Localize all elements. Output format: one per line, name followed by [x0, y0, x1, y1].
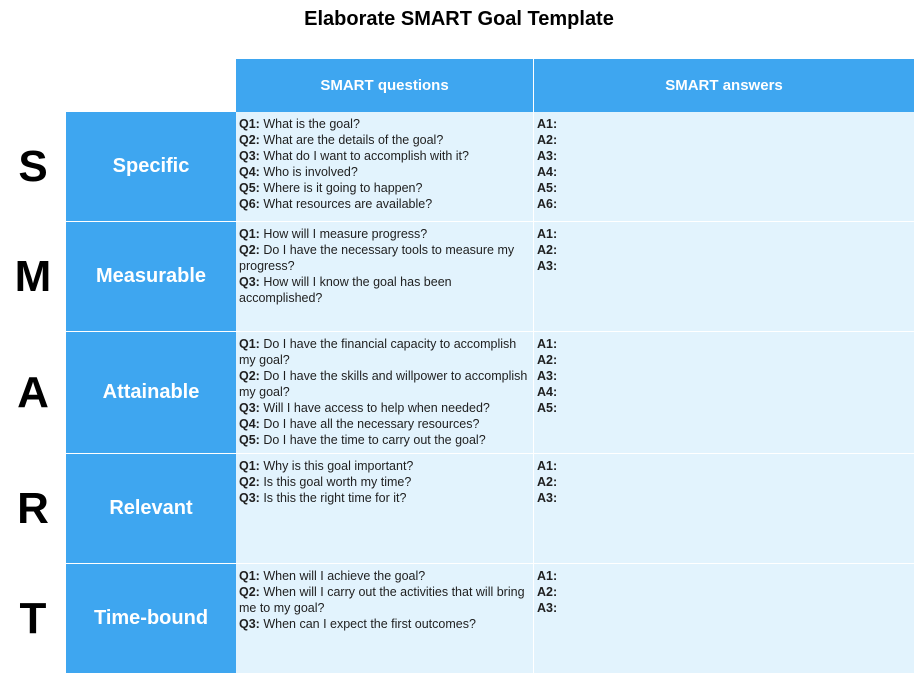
answers-cell[interactable]: [534, 112, 914, 222]
answer-line: [537, 164, 911, 180]
answer-line: [537, 226, 911, 242]
question-text: Is this goal worth my time?: [259, 475, 412, 489]
answer-line: [537, 568, 911, 584]
answer-line: [537, 132, 911, 148]
answer-label: A6:: [537, 197, 558, 211]
answers-cell[interactable]: [534, 222, 914, 332]
answer-line: [537, 116, 911, 132]
questions-cell: [236, 454, 534, 564]
answer-label: A2:: [537, 353, 558, 367]
question-text: What do I want to accomplish with it?: [259, 149, 469, 163]
question-text: When can I expect the first outcomes?: [259, 617, 476, 631]
question-label: Q2:: [239, 585, 260, 599]
question-line: [239, 458, 530, 474]
question-text: Will I have access to help when needed?: [259, 401, 490, 415]
question-text: How will I know the goal has been accomplished?: [239, 275, 452, 305]
smart-letter: S: [18, 142, 48, 191]
answer-line: [537, 196, 911, 212]
answer-label: A2:: [537, 585, 558, 599]
answer-line: [537, 384, 911, 400]
question-text: Do I have the time to carry out the goal?: [259, 433, 486, 447]
page-title: Elaborate SMART Goal Template: [304, 8, 614, 30]
smart-goal-table: [0, 59, 914, 674]
smart-letter: R: [17, 484, 49, 533]
question-line: [239, 616, 530, 632]
smart-letter: A: [17, 368, 49, 417]
header-smart-answers: SMART answers: [534, 59, 914, 112]
question-text: Why is this goal important?: [259, 459, 414, 473]
question-text: Do I have the financial capacity to accomplish my goal?: [239, 337, 517, 367]
answer-line: [537, 458, 911, 474]
answer-label: A5:: [537, 181, 558, 195]
question-line: [239, 584, 530, 616]
question-label: Q4:: [239, 417, 260, 431]
question-text: Do I have the skills and willpower to accomplish my goal?: [239, 369, 528, 399]
answer-label: A3:: [537, 369, 558, 383]
answer-label: A1:: [537, 117, 558, 131]
answers-cell[interactable]: [534, 332, 914, 454]
question-line: [239, 148, 530, 164]
answer-label: A4:: [537, 165, 558, 179]
question-text: How will I measure progress?: [259, 227, 428, 241]
answer-line: [537, 400, 911, 416]
question-line: [239, 416, 530, 432]
answer-label: A3:: [537, 259, 558, 273]
answers-cell[interactable]: [534, 564, 914, 674]
question-label: Q6:: [239, 197, 260, 211]
header-smart-questions: SMART questions: [236, 59, 534, 112]
question-label: Q3:: [239, 275, 260, 289]
answers-cell[interactable]: [534, 454, 914, 564]
question-text: Do I have all the necessary resources?: [259, 417, 480, 431]
question-text: What is the goal?: [259, 117, 360, 131]
answer-line: [537, 474, 911, 490]
question-label: Q1:: [239, 459, 260, 473]
question-label: Q5:: [239, 433, 260, 447]
question-label: Q1:: [239, 569, 260, 583]
question-text: Who is involved?: [259, 165, 358, 179]
question-line: [239, 242, 530, 274]
blank-corner-category: [66, 59, 236, 112]
question-text: What are the details of the goal?: [259, 133, 444, 147]
question-text: When will I carry out the activities that will bring me to my goal?: [239, 585, 525, 615]
question-line: [239, 132, 530, 148]
question-label: Q4:: [239, 165, 260, 179]
question-line: [239, 274, 530, 306]
category-label: Attainable: [66, 332, 236, 454]
question-label: Q1:: [239, 337, 260, 351]
question-text: Do I have the necessary tools to measure my progress?: [239, 243, 515, 273]
answer-label: A4:: [537, 385, 558, 399]
question-label: Q2:: [239, 475, 260, 489]
answer-label: A2:: [537, 133, 558, 147]
category-label: Measurable: [66, 222, 236, 332]
questions-cell: [236, 564, 534, 674]
question-label: Q3:: [239, 617, 260, 631]
answer-line: [537, 584, 911, 600]
answer-line: [537, 336, 911, 352]
smart-letter: T: [19, 594, 47, 643]
smart-letter: M: [14, 252, 52, 301]
question-label: Q2:: [239, 133, 260, 147]
question-label: Q1:: [239, 117, 260, 131]
question-line: [239, 116, 530, 132]
answer-line: [537, 490, 911, 506]
question-line: [239, 432, 530, 448]
category-label: Relevant: [66, 454, 236, 564]
question-line: [239, 474, 530, 490]
question-label: Q3:: [239, 149, 260, 163]
category-label: Specific: [66, 112, 236, 222]
question-line: [239, 226, 530, 242]
blank-corner: [0, 59, 66, 112]
question-label: Q1:: [239, 227, 260, 241]
answer-line: [537, 352, 911, 368]
question-line: [239, 336, 530, 368]
question-text: Where is it going to happen?: [259, 181, 423, 195]
answer-line: [537, 180, 911, 196]
question-label: Q2:: [239, 243, 260, 257]
question-label: Q2:: [239, 369, 260, 383]
questions-cell: [236, 332, 534, 454]
answer-line: [537, 600, 911, 616]
answer-label: A3:: [537, 149, 558, 163]
question-text: When will I achieve the goal?: [259, 569, 426, 583]
question-text: Is this the right time for it?: [259, 491, 407, 505]
question-label: Q3:: [239, 491, 260, 505]
question-label: Q3:: [239, 401, 260, 415]
questions-cell: [236, 222, 534, 332]
answer-label: A3:: [537, 491, 558, 505]
question-text: What resources are available?: [259, 197, 433, 211]
answer-label: A1:: [537, 459, 558, 473]
question-line: [239, 164, 530, 180]
question-line: [239, 490, 530, 506]
question-line: [239, 368, 530, 400]
question-line: [239, 400, 530, 416]
category-label: Time-bound: [66, 564, 236, 674]
question-line: [239, 196, 530, 212]
answer-line: [537, 368, 911, 384]
answer-label: A5:: [537, 401, 558, 415]
answer-line: [537, 148, 911, 164]
answer-label: A1:: [537, 569, 558, 583]
answer-label: A1:: [537, 337, 558, 351]
question-line: [239, 568, 530, 584]
answer-line: [537, 242, 911, 258]
answer-label: A2:: [537, 243, 558, 257]
questions-cell: [236, 112, 534, 222]
answer-label: A2:: [537, 475, 558, 489]
answer-label: A1:: [537, 227, 558, 241]
answer-line: [537, 258, 911, 274]
answer-label: A3:: [537, 601, 558, 615]
question-label: Q5:: [239, 181, 260, 195]
question-line: [239, 180, 530, 196]
